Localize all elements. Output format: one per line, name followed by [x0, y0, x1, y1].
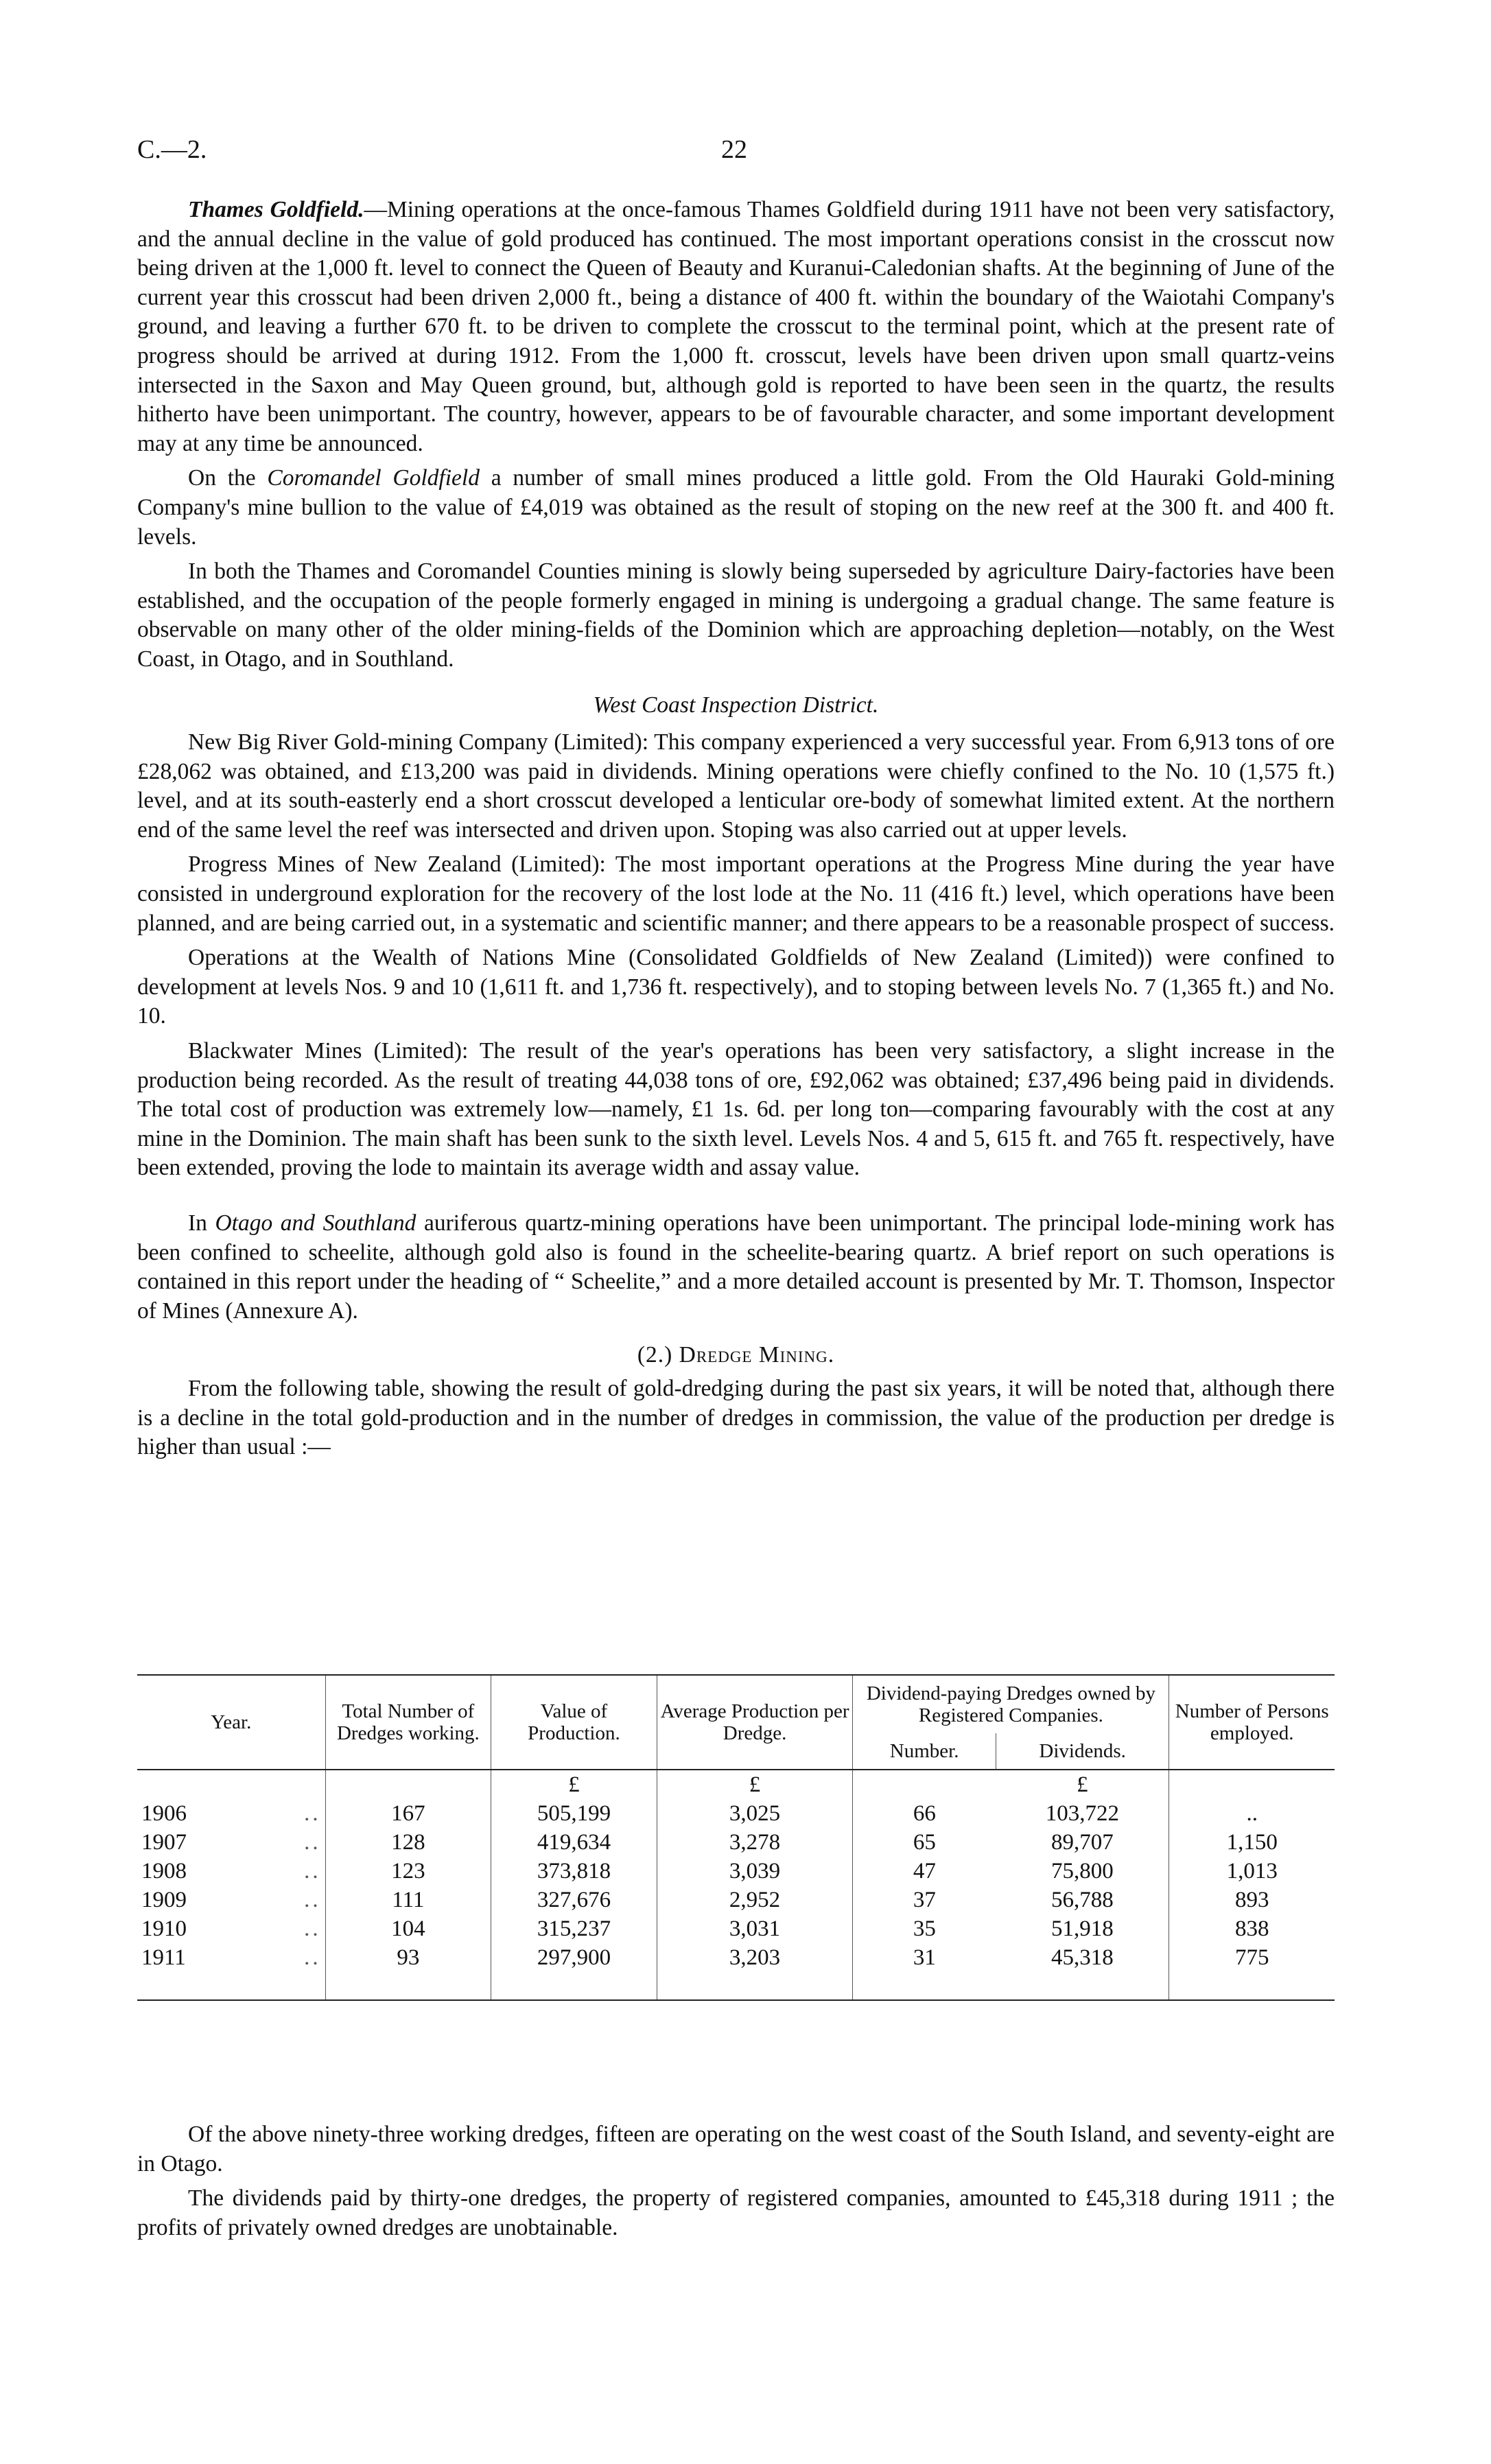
unit-dividends: £ [1077, 1772, 1088, 1797]
cell-dividends: 89,707 [1051, 1830, 1114, 1855]
cell-number: 37 [853, 1886, 996, 1914]
table-row [137, 1799, 1335, 1828]
otago-prefix: In [188, 1210, 215, 1236]
thames-text: —Mining operations at the once-famous Thames Goldfield during 1911 have not been very satisfactory, and the annual decline in the value of gold produced has continued. The most important operations consist in the crosscut now being driven at the 1,000 ft. level to connect the Queen of Beauty and Kuranui-Caledonian shafts. At the beginning of June of the current year this crosscut had been driven 2,000 ft., being a distance of 400 ft. within the boundary of the Waiotahi Company's ground, and leaving a further 670 ft. to be driven to complete the crosscut to the terminal point, which at the present rate of progress should be arrived at during 1912. From the 1,000 ft. crosscut, levels have been driven upon small quartz-veins intersected in the Saxon and May Queen ground, but, although gold is reported to have been seen in the quartz, the results hitherto have been unimportant. The country, however, appears to be of favourable character, and some important development may at any time be announced. [137, 197, 1335, 456]
thames-title: Thames Goldfield. [188, 197, 364, 222]
table-row [137, 1828, 1335, 1857]
cell-persons: 1,013 [1169, 1857, 1335, 1886]
header-year: Year. [211, 1711, 252, 1733]
dredge-heading-title: Dredge Mining. [679, 1342, 835, 1368]
header-average: Average Production per Dredge. [657, 1675, 853, 1770]
paragraph-dredge-intro: From the following table, showing the result of gold-dredging during the past six years, it will be noted that, although there is a decline in the total gold-production and in the number of dredges in commission, the value of the production per dredge is higher than usual :— [137, 1375, 1335, 1460]
coromandel-prefix: On the [188, 465, 268, 491]
after-table-text [137, 2120, 1335, 2248]
cell-value: 505,199 [491, 1799, 657, 1828]
header-dividend-group: Dividend-paying Dredges owned by Registered Companies. [853, 1675, 1169, 1733]
cell-year: 1910 [141, 1916, 187, 1941]
cell-persons: 838 [1169, 1914, 1335, 1943]
page-header [137, 134, 1331, 176]
cell-dividends: 103,722 [1045, 1801, 1120, 1826]
paragraph-thames [137, 196, 1335, 458]
leader-dots: .. [304, 1830, 321, 1855]
cell-dredges: 104 [325, 1914, 491, 1943]
table-row [137, 1914, 1335, 1943]
cell-year: 1906 [141, 1801, 187, 1826]
cell-year: 1909 [141, 1888, 187, 1912]
cell-year: 1911 [141, 1945, 186, 1970]
leader-dots: .. [304, 1916, 321, 1941]
table-row [137, 1943, 1335, 2000]
paragraph-new-big-river: New Big River Gold-mining Company (Limited): This company experienced a very successful year. From 6,913 tons of ore £28,062 was obtained, and £13,200 was paid in dividends. Mining operations were chiefly confined to the No. 10 (1,575 ft.) level, and at its south-easterly end a short crosscut developed a lenticular ore-body of somewhat limited extent. At the northern end of the same level the reef was intersected and driven upon. Stoping was also carried out at upper levels. [137, 729, 1335, 843]
paragraph-coromandel [137, 464, 1335, 552]
cell-dredges: 128 [325, 1828, 491, 1857]
cell-number: 35 [853, 1914, 996, 1943]
dredge-table-container [137, 1674, 1335, 2001]
west-coast-heading: West Coast Inspection District. [593, 692, 879, 718]
cell-dividends: 75,800 [1051, 1859, 1114, 1884]
cell-dredges: 123 [325, 1857, 491, 1886]
dredge-table [137, 1674, 1335, 2001]
cell-number: 31 [853, 1943, 996, 2000]
cell-dividends: 56,788 [1051, 1888, 1114, 1912]
otago-text: auriferous quartz-mining operations have been unimportant. The principal lode-mining work has been confined to scheelite, although gold also is found in the scheelite-bearing quartz. A brief report on such operations is contained in this report under the heading of “ Scheelite,” and a more detailed account is presented by Mr. T. Thomson, Inspector of Mines (Annexure A). [137, 1210, 1335, 1324]
header-value: Value of Production. [491, 1675, 657, 1770]
cell-dredges: 111 [325, 1886, 491, 1914]
leader-dots: .. [304, 1859, 321, 1884]
dredge-mining-heading [137, 1341, 1335, 1370]
body-text [137, 196, 1335, 1468]
cell-number: 66 [853, 1799, 996, 1828]
paragraph-dredges-location: Of the above ninety-three working dredges, fifteen are operating on the west coast of the South Island, and seventy-eight are in Otago. [137, 2122, 1335, 2176]
cell-dividends: 45,318 [1051, 1945, 1114, 1970]
cell-persons: 1,150 [1169, 1828, 1335, 1857]
cell-persons: 775 [1169, 1943, 1335, 2000]
header-persons: Number of Persons employed. [1169, 1675, 1335, 1770]
cell-average: 3,025 [657, 1799, 853, 1828]
paragraph-counties: In both the Thames and Coromandel Counties mining is slowly being superseded by agriculture Dairy-factories have been established, and the occupation of the people formerly engaged in mining is undergoing a gradual change. The same feature is observable on many other of the older mining-fields of the Dominion which are approaching depletion—notably, on the West Coast, in Otago, and in Southland. [137, 559, 1335, 672]
unit-value: £ [491, 1770, 657, 1799]
paragraph-dividends-paid: The dividends paid by thirty-one dredges, the property of registered companies, amounted to £45,318 during 1911 ; the profits of privately owned dredges are unobtainable. [137, 2185, 1335, 2240]
cell-average: 3,203 [657, 1943, 853, 2000]
cell-average: 3,278 [657, 1828, 853, 1857]
otago-title: Otago and Southland [215, 1210, 416, 1236]
paragraph-progress-mines: Progress Mines of New Zealand (Limited): The most important operations at the Progress Mine during the year have consisted in underground exploration for the recovery of the lost lode at the No. 11 (416 ft.) level, which operations have been planned, and are being carried out, in a systematic and scientific manner; and there appears to be a reasonable prospect of success. [137, 852, 1335, 936]
header-dividends: Dividends. [996, 1733, 1169, 1770]
leader-dots: .. [304, 1945, 321, 1970]
cell-value: 315,237 [491, 1914, 657, 1943]
cell-year: 1908 [141, 1859, 187, 1884]
cell-dividends: 51,918 [1051, 1916, 1114, 1941]
cell-value: 419,634 [491, 1828, 657, 1857]
table-row [137, 1886, 1335, 1914]
page-number: 22 [721, 135, 747, 164]
cell-dredges: 93 [325, 1943, 491, 2000]
cell-persons: .. [1169, 1799, 1335, 1828]
cell-dredges: 167 [325, 1799, 491, 1828]
document-reference: C.—2. [137, 135, 207, 164]
units-row [137, 1770, 1335, 1799]
cell-value: 327,676 [491, 1886, 657, 1914]
coromandel-text: a number of small mines produced a little gold. From the Old Hauraki Gold-mining Company's mine bullion to the value of £4,019 was obtained as the result of stoping on the new reef at the 300 ft. and 400 ft. levels. [137, 465, 1335, 550]
leader-dots: .. [304, 1801, 321, 1826]
unit-average: £ [657, 1770, 853, 1799]
paragraph-otago [137, 1209, 1335, 1326]
cell-average: 3,039 [657, 1857, 853, 1886]
cell-number: 65 [853, 1828, 996, 1857]
cell-number: 47 [853, 1857, 996, 1886]
table-row [137, 1857, 1335, 1886]
paragraph-wealth-of-nations: Operations at the Wealth of Nations Mine (Consolidated Goldfields of New Zealand (Limited)) were confined to development at levels Nos. 9 and 10 (1,611 ft. and 1,736 ft. respectively), and to stoping between levels No. 7 (1,365 ft.) and No. 10. [137, 945, 1335, 1029]
dredge-heading-number: (2.) [637, 1342, 679, 1368]
cell-average: 3,031 [657, 1914, 853, 1943]
paragraph-blackwater: Blackwater Mines (Limited): The result of the year's operations has been very satisfactory, a slight increase in the production being recorded. As the result of treating 44,038 tons of ore, £92,062 was obtained; £37,496 being paid in dividends. The total cost of production was extremely low—namely, £1 1s. 6d. per long ton—comparing favourably with the cost at any mine in the Dominion. The main shaft has been sunk to the sixth level. Levels Nos. 4 and 5, 615 ft. and 765 ft. respectively, have been extended, proving the lode to maintain its average width and assay value. [137, 1038, 1335, 1181]
cell-persons: 893 [1169, 1886, 1335, 1914]
cell-year: 1907 [141, 1830, 187, 1855]
cell-value: 373,818 [491, 1857, 657, 1886]
coromandel-title: Coromandel Goldfield [267, 465, 480, 491]
leader-dots: .. [304, 1888, 321, 1912]
header-number: Number. [853, 1733, 996, 1770]
cell-average: 2,952 [657, 1886, 853, 1914]
header-total-dredges: Total Number of Dredges working. [325, 1675, 491, 1770]
cell-value: 297,900 [491, 1943, 657, 2000]
